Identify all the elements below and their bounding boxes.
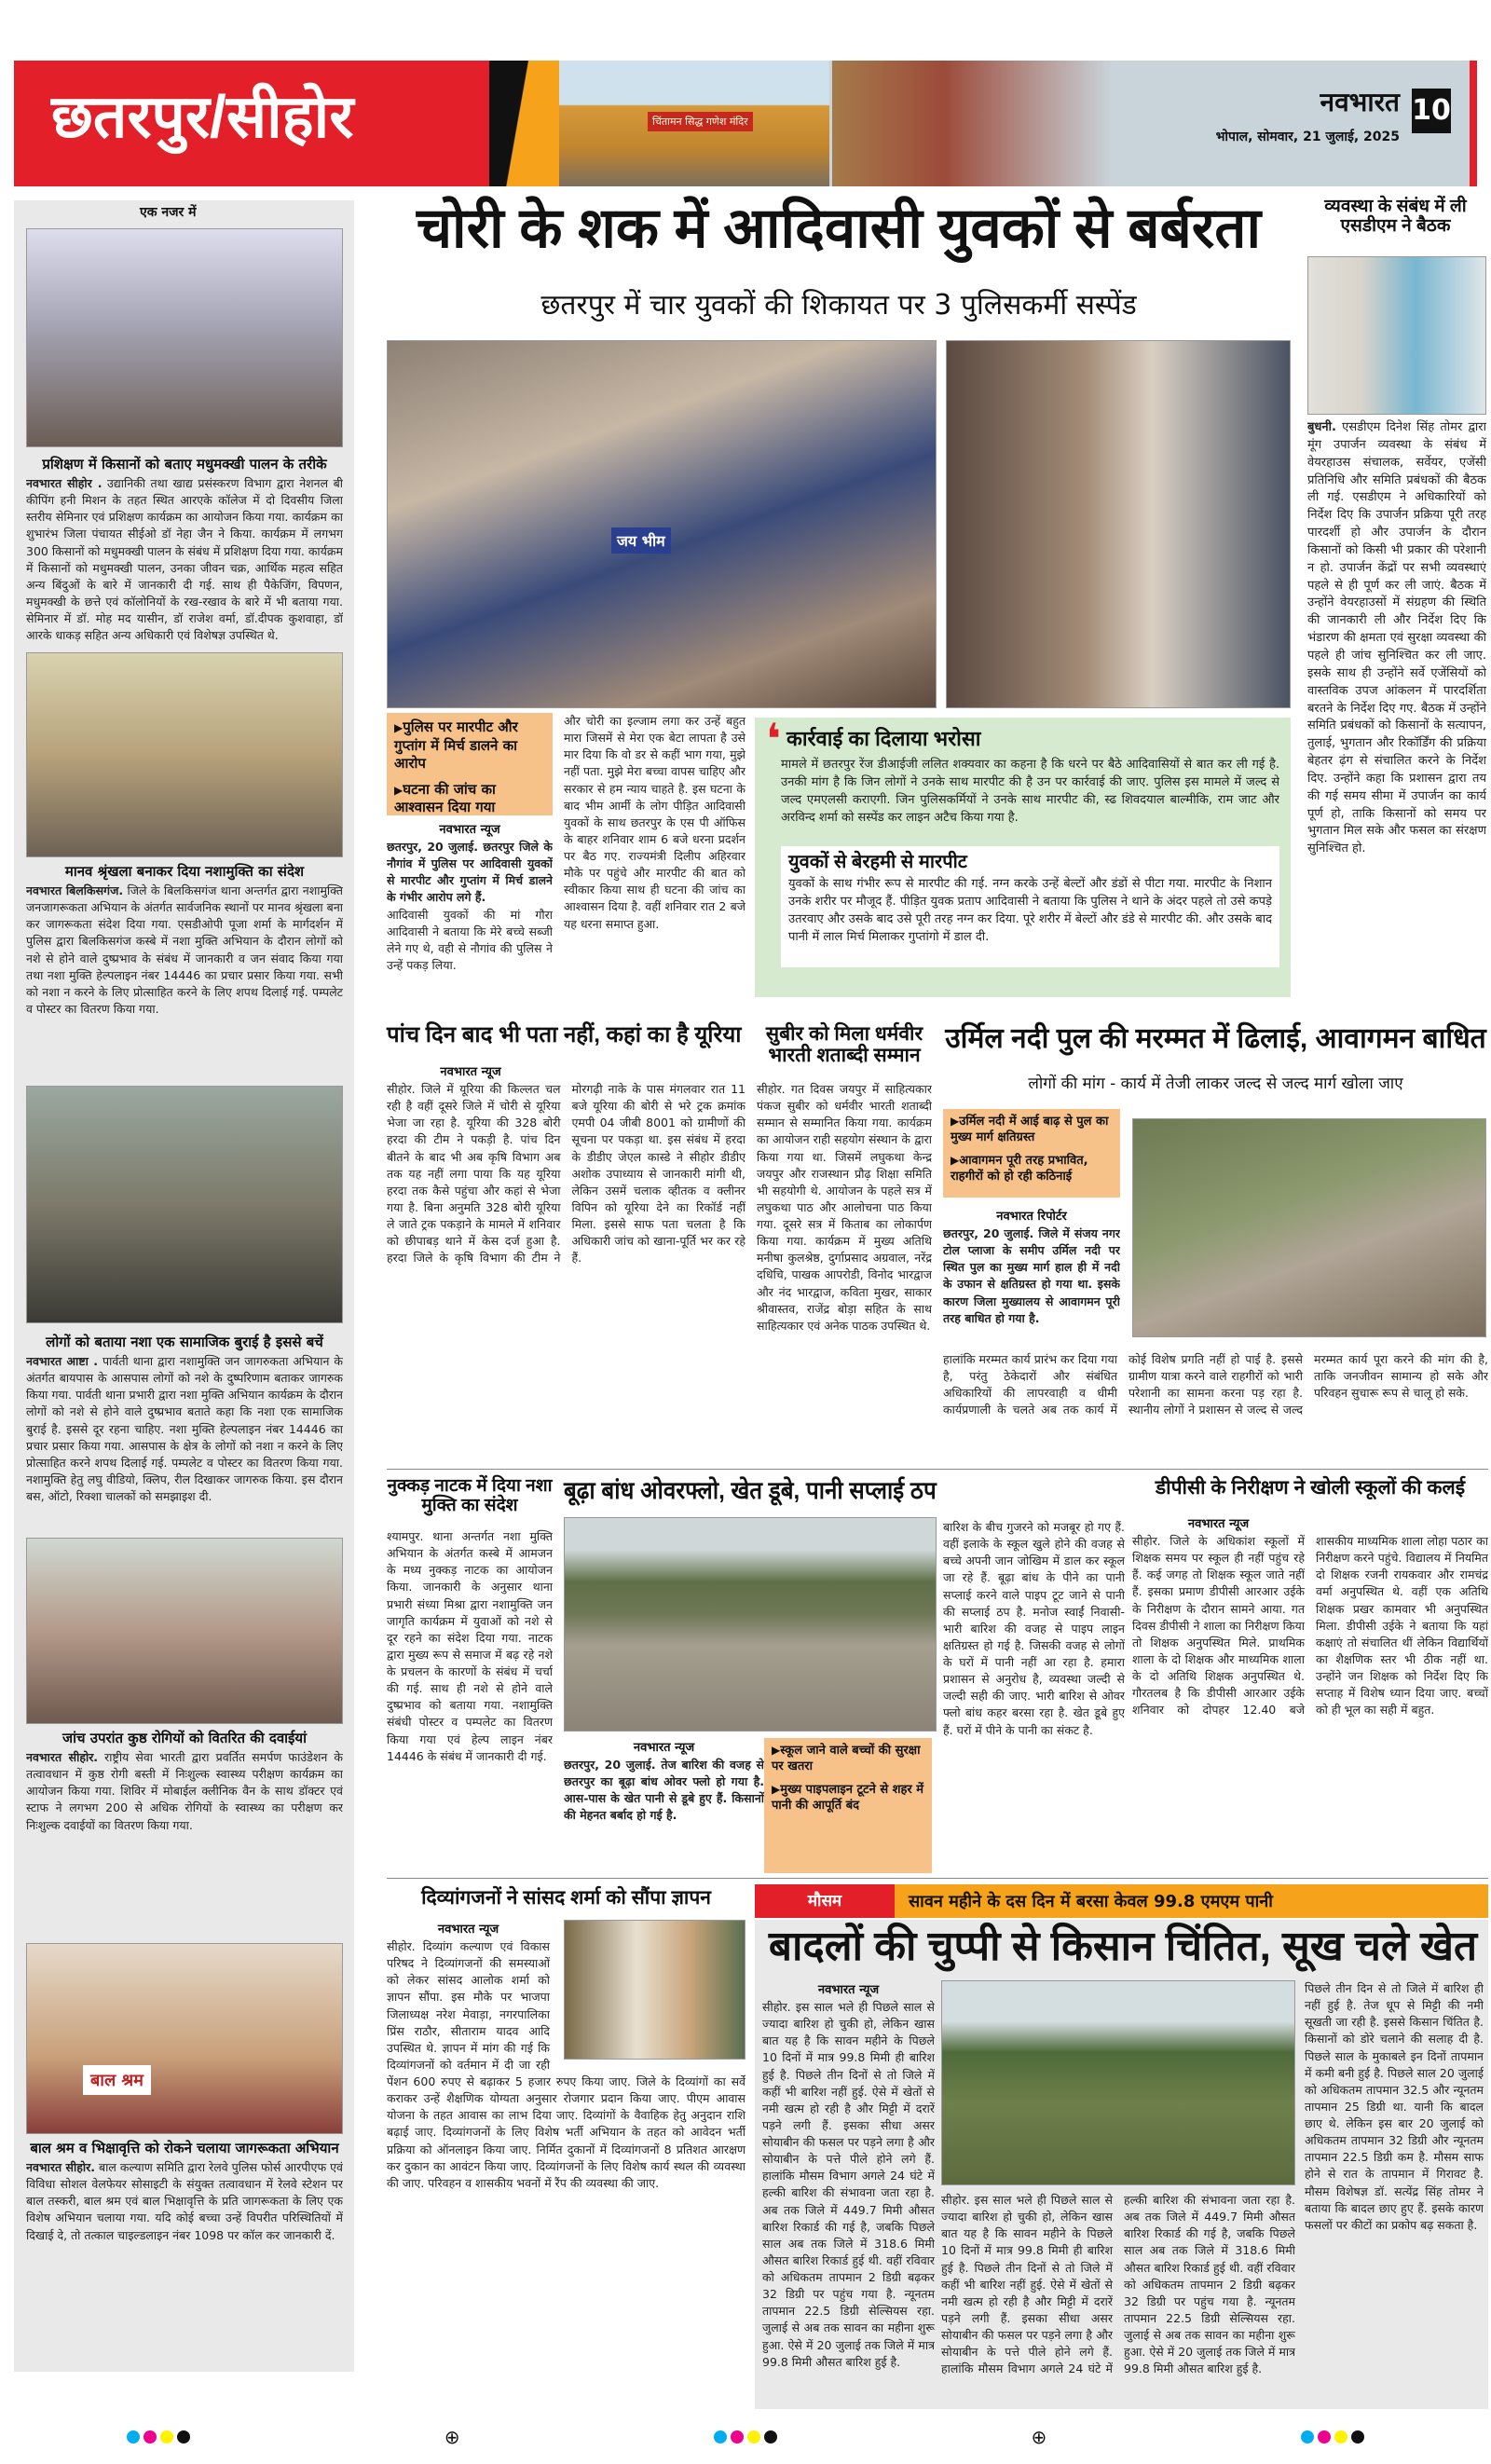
urmil-highlights: ▶ उर्मिल नदी में आई बाढ़ से पुल का मुख्य मार्ग क्षतिग्रस्त ▶ आवागमन पूरी तरह प्रभावित, राहगीरों को हो रही कठिनाई xyxy=(943,1109,1120,1198)
quote-icon: ❛ xyxy=(766,714,781,764)
news-item: बाल श्रम व भिक्षावृत्ति को रोकने चलाया जागरूकता अभियान नवभारत सीहोर. बाल कल्याण समिति द्वारा रेलवे पुलिस फोर्स आरपीएफ एवं विविधा सोशल वेलफेयर सोसाइटी के संयुक्त तत्वावधान में रेलवे स्टेशन पर बाल तस्करी, बाल श्रम एवं बाल भिक्षावृत्ति के प्रति जागरूकता के लिए एक विशेष अभियान चलाया गया. यदि कोई बच्चा उन्हें विपरीत परिस्थितियों में दिखाई दे, तो तत्काल चाइल्डलाइन नंबर 1098 पर कॉल कर जानकारी दें. xyxy=(26,2140,343,2242)
lead-highlights: ▶ पुलिस पर मारपीट और गुप्तांग में मिर्च डालने का आरोप ▶ घटना की जांच का आश्वासन दिया गया xyxy=(387,713,553,815)
masthead xyxy=(14,61,1477,186)
temple-photo xyxy=(559,61,829,186)
banner-text: बाल श्रम xyxy=(83,2065,151,2095)
weather-col1: नवभारत न्यूज सीहोर. इस साल भले ही पिछले साल से ज्यादा बारिश हो चुकी हो, लेकिन खास बात यह है कि सावन महीने के पिछले 10 दिनों में मात्र 99.8 मिमी ही बारिश हुई है. पिछले तीन दिनों से तो जिले में कहीं भी बारिश नहीं हुई. ऐसे में खेतों से नमी खत्म हो रही है और मिट्टी में दरारें पड़ने लगी हैं. इसका सीधा असर सोयाबीन की फसल पर पड़ने लगा है और सोयाबीन के पत्ते पीले होने लगे हैं. हालांकि मौसम विभाग अगले 24 घंटे में हल्की बारिश की संभावना जता रहा है. अब तक जिले में 449.7 मिमी औसत बारिश रिकार्ड की गई है, जबकि पिछले साल अब तक जिले में 318.6 मिमी औसत बारिश रिकार्ड हुई थी. वहीं रविवार को अधिकतम तापमान 2 डिग्री बढ़कर 32 डिग्री पर पहुंच गया है. न्यूनतम तापमान 22.5 डिग्री सेल्सियस रहा. जुलाई से अब तक सावन का महीना शुरू हुआ. ऐसे में 20 जुलाई तक जिले में मात्र 99.8 मिमी औसत बारिश हुई है. xyxy=(762,1983,935,2369)
page-number: 10 xyxy=(1412,89,1451,133)
dpc-headline: डीपीसी के निरीक्षण ने खोली स्कूलों की कलई xyxy=(1155,1477,1466,1499)
nukkad-text: श्यामपुर. थाना अन्तर्गत नशा मुक्ति अभियान के अंतर्गत कस्बे में आमजन के मध्य नुक्कड़ नाटक का आयोजन किया. जानकारी के अनुसार थाना प्रभारी संध्या मिश्रा द्वारा नशामुक्ति जन जागृति कार्यक्रम में युवाओं को नशे से दूर रहने का संदेश दिया गया. नाटक द्वारा मुख्य रूप से समाज में बढ़ रहे नशे के प्रचलन के कारणों के संबंध में चर्चा की गई. साथ ही नशे से होने वाले दुष्प्रभाव को बताया गया. नशामुक्ति संबंधी पोस्टर व पम्पलेट का वितरण किया गया एवं हेल्प लाइन नंबर 14446 के संबंध में जानकारी दी गई. xyxy=(387,1529,553,1763)
dateline: भोपाल, सोमवार, 21 जुलाई, 2025 xyxy=(1215,130,1400,144)
urmil-headline: उर्मिल नदी पुल की मरम्मत में ढिलाई, आवागमन बाधित xyxy=(945,1023,1486,1054)
weather-kicker-bar xyxy=(755,1884,1488,1918)
urmil-intro: नवभारत रिपोर्टर छतरपुर, 20 जुलाई. जिले में संजय नगर टोल प्लाजा के समीप उर्मिल नदी पर स्थित पुल का मुख्य मार्ग हाल ही में नदी के उफान से क्षतिग्रस्त हो गया था. इसके कारण जिला मुख्यालय से आवागमन पूरी तरह बाधित हो गया है. xyxy=(943,1210,1120,1325)
dam-highlights: ▶ स्कूल जाने वाले बच्चों की सुरक्षा पर खतरा ▶ मुख्य पाइपलाइन टूटने से शहर में पानी की आपूर्ति बंद xyxy=(764,1738,932,1873)
registration-mark-icon: ⊕ xyxy=(1031,2426,1047,2448)
news-item: लोगों को बताया नशा एक सामाजिक बुराई है इससे बचें नवभारत आष्टा . पार्वती थाना द्वारा नशामुक्ति जन जागरुकता अभियान के अंतर्गत बायपास के आसपास लोगों को नशे के दुष्परिणाम बताकर जागरुक किया गया. पार्वती थाना प्रभारी द्वारा नशा मुक्ति अभियान कार्यक्रम के दौरान लोगों को नशे से होने वाले दुष्प्रभाव बताते कहा कि नशा एक सामाजिक बुराई है. इससे दूर रहना चाहिए. नशा मुक्ति हेल्पलाइन नंबर 14446 का प्रचार प्रसार किया गया. आसपास के क्षेत्र के लोगों को नशा न करने के लिए प्रोत्साहित करने शपथ दिलाई गई. पम्पलेट व पोस्टर का वितरण किया गया. नशामुक्ति हेतु लघु वीडियो, क्लिप, रील दिखाकर जागरुक किया. इस दौरान बस, ऑटो, रिक्शा चालकों को समझाइश दी. xyxy=(26,1334,343,1503)
section-title: छतरपुर/सीहोर xyxy=(51,83,354,150)
weather-col-right: पिछले तीन दिन से तो जिले में बारिश ही नहीं हुई है. तेज धूप से मिट्टी की नमी सूखती जा रही है. इससे किसान चिंतित है. किसानों को डोरे चलाने की सलाह दी है. पिछले साल के मुकाबले इन दिनों तापमान में कमी बनी हुई है. पिछले साल 20 जुलाई को अधिकतम तापमान 32.5 और न्यूनतम तापमान 25 डिग्री था. यानी कि बादल छाए थे. लेकिन इस बार 20 जुलाई को अधिकतम तापमान 32 डिग्री और न्यूनतम तापमान 22.5 डिग्री कम है. मौसम साफ होने से रात के तापमान में गिरावट है. मौसम विशेषज्ञ डॉ. सत्येंद्र सिंह तोमर ने बताया कि बादल छाए हुए हैं. इसके कारण फसलों पर कीटों का प्रकोप बढ़ सकता है. xyxy=(1305,1981,1484,2232)
urea-headline: पांच दिन बाद भी पता नहीं, कहां का है यूरिया xyxy=(387,1022,742,1047)
urea-article: नवभारत न्यूज सीहोर. जिले में यूरिया की किल्लत चल रही है वहीं दूसरे जिले में चोरी से यूरिया भेजा जा रहा है. यूरिया की 328 बोरी हरदा की टीम ने पकड़ी है. पांच दिन बीतने के बाद भी अब कृषि विभाग अब तक यह नहीं लगा पाया कि यह यूरिया हरदा तक कैसे पहुंचा और कहां से भेजा गया है. बिना अनुमति 328 बोरी यूरिया ले जाते ट्रक पकड़ाने के मामले में शनिवार को छीपाबड़ थाने में केस दर्ज हुआ है. हरदा जिले के कृषि विभाग की टीम ने मोरगढ़ी नाके के पास मंगलवार रात 11 बजे यूरिया की बोरी से भरे ट्रक क्रमांक एमपी 04 जीबी 8001 को ग्रामीणों की सूचना पर पकड़ा था. इस संबंध में हरदा के डीडीए जेएल कास्डे ने सीहोर डीडीए अशोक उपाध्याय से जानकारी मांगी थी, लेकिन उसमें चलाक व्हीतक व क्लीनर विपिन को यूरिया देने का रिकॉर्ड नहीं मिला. इससे साफ पता चलता है कि अधिकारी जांच को खाना-पूर्ति भर कर रहे हैं. xyxy=(387,1065,746,1266)
bridge-photo xyxy=(1132,1118,1486,1337)
victim-photo xyxy=(946,340,1291,708)
human-chain-photo xyxy=(26,652,343,857)
paper-name: नवभारत xyxy=(1320,88,1400,116)
child-labour-photo xyxy=(26,1943,343,2134)
nukkad-headline: नुक्कड़ नाटक में दिया नशा मुक्ति का संदेश xyxy=(387,1476,553,1515)
weather-below-photo: सीहोर. इस साल भले ही पिछले साल से ज्यादा बारिश हो चुकी हो, लेकिन खास बात यह है कि सावन महीने के पिछले 10 दिनों में मात्र 99.8 मिमी ही बारिश हुई है. पिछले तीन दिनों से तो जिले में कहीं भी बारिश नहीं हुई. ऐसे में खेतों से नमी खत्म हो रही है और मिट्टी में दरारें पड़ने लगी हैं. इसका सीधा असर सोयाबीन की फसल पर पड़ने लगा है और सोयाबीन के पत्ते पीले होने लगे हैं. हालांकि मौसम विभाग अगले 24 घंटे में हल्की बारिश की संभावना जता रहा है. अब तक जिले में 449.7 मिमी औसत बारिश रिकार्ड की गई है, जबकि पिछले साल अब तक जिले में 318.6 मिमी औसत बारिश रिकार्ड हुई थी. वहीं रविवार को अधिकतम तापमान 2 डिग्री बढ़कर 32 डिग्री पर पहुंच गया है. न्यूनतम तापमान 22.5 डिग्री सेल्सियस रहा. जुलाई से अब तक सावन का महीना शुरू हुआ. ऐसे में 20 जुलाई तक जिले में मात्र 99.8 मिमी औसत बारिश हुई है. xyxy=(941,2193,1295,2376)
divyang-photo-slot xyxy=(559,1920,746,2067)
weather-kicker: सावन महीने के दस दिन में बरसा केवल 99.8 एमएम पानी xyxy=(909,1892,1273,1911)
crowd-photo xyxy=(832,61,1112,186)
dam-text-col: बारिश के बीच गुजरने को मजबूर हो गए हैं. वहीं इलाके के स्कूल खुले होने की वजह से बच्चे अपनी जान जोखिम में डाल कर स्कूल जा रहे हैं. बूढ़ा बांध के पीने का पानी सप्लाई करने वाले पाइप टूट जाने से पानी की सप्लाई ठप है. मनोज स्वाईं निवासी- भारी बारिश की वजह से पाइप लाइन क्षतिग्रस्त हो गई है. जिसकी वजह से लोगों के घरों में पानी नहीं आ रहा है. हमारा प्रशासन से अनुरोध है, व्यवस्था जल्दी से जल्दी सही की जाए. भारी बारिश से ओवर फ्लो बांध कहर बरसा रहा है. खेत डूबे हुए हैं. घरों में पीने के पानी का संकट है. xyxy=(943,1520,1125,1737)
weather-tag: मौसम xyxy=(755,1884,895,1918)
sdm-headline: व्यवस्था के संबंध में ली एसडीएम ने बैठक xyxy=(1324,197,1467,236)
lead-headline: चोरी के शक में आदिवासी युवकों से बर्बरता xyxy=(416,197,1262,259)
dpc-article: नवभारत न्यूज सीहोर. जिले के अधिकांश स्कूलों में शिक्षक समय पर स्कूल ही नहीं पहुंच रहे हैं. कई जगह तो शिक्षक स्कूल जाते नहीं हैं. इसका प्रमाण डीपीसी आरआर उईके के निरीक्षण के दौरान सामने आया. गत दिवस डीपीसी ने शाला का निरीक्षण किया तो शिक्षक अनुपस्थित मिले. प्राथमिक शाला के दो शिक्षक और माध्यमिक शाला के दो अतिथि शिक्षक अनुपस्थित थे. गौरतलब है कि डीपीसी आरआर उईके शनिवार को दोपहर 12.40 बजे शासकीय माध्यमिक शाला लोहा पठार का निरीक्षण करने पहुंचे. विद्यालय में नियमित दो शिक्षक रजनी रायकवार और रामचंद्र वर्मा अनुपस्थित थे. वहीं एक अतिथि शिक्षक प्रखर कामवार भी अनुपस्थित मिला. डीपीसी उईके ने बताया कि यहां कक्षाएं तो संचालित थीं लेकिन विद्यार्थियों का शैक्षणिक स्तर भी ठीक नहीं था. उन्होंने जन शिक्षक को निर्देश दिए कि सप्ताह में विशेष ध्यान दिया जाए. बच्चों को ही भूल का सही में बहुत. xyxy=(1132,1517,1488,1718)
subir-text: सीहोर. गत दिवस जयपुर में साहित्यकार पंकज सुबीर को धर्मवीर भारती शताब्दी सम्मान से सम्मानित किया गया. कार्यक्रम का आयोजन राही सहयोग संस्थान के द्वारा किया गया था. जिसमें लघुकथा केन्द्र जयपुर और राजस्थान प्रौढ़ शिक्षा समिति भी सहयोगी थे. आयोजन के पहले सत्र में लघुकथा पाठ और आलोचना पाठ किया गया. दूसरे सत्र में किताब का लोकार्पण किया गया. कार्यक्रम में मुख्य अतिथि मनीषा कुलश्रेष्ठ, दुर्गाप्रसाद अग्रवाल, नरेंद्र दधिचि, पाखक आपरोडी, विनोद भारद्वाज और नंद भारद्वाज, कविता मुखर, साकार श्रीवास्तव, राजेंद्र बोड़ा सहित के साथ साहित्यकार एवं अनेक पाठक उपस्थित थे. xyxy=(757,1082,932,1333)
weather-headline: बादलों की चुप्पी से किसान चिंतित, सूख चले खेत xyxy=(768,1923,1478,1969)
registration-mark-icon: ⊕ xyxy=(444,2426,460,2448)
dam-headline: बूढ़ा बांध ओवरफ्लो, खेत डूबे, पानी सप्लाई ठप xyxy=(564,1476,937,1504)
beekeeping-photo xyxy=(26,228,343,447)
urmil-subhead: लोगों की मांग - कार्य में तेजी लाकर जल्द से जल्द मार्ग खोला जाए xyxy=(1028,1075,1403,1093)
meeting-photo xyxy=(1307,256,1486,415)
scarf-text: जय भीम xyxy=(611,527,671,554)
divyang-article: नवभारत न्यूज सीहोर. दिव्यांग कल्याण एवं विकास परिषद ने दिव्यांगजनों की समस्याओं को लेकर सांसद आलोक शर्मा को ज्ञापन सौंपा. इस मौके पर भाजपा जिलाध्यक्ष नरेश मेवाड़ा, नगरपालिका प्रिंस राठौर, सीताराम यादव आदि उपस्थित थे. ज्ञापन में मांग की गई कि दिव्यांगजनों को वर्तमान में दी जा रही पेंशन 600 रुपए से बढ़ाकर 5 हजार रुपए किया जाए. जिले के दिव्यांगों का सर्वे कराकर उन्हें शैक्षणिक योग्यता अनुसार रोजगार प्रदान किया जाए. पीएम आवास योजना के तहत आवास का लाभ दिया जाए. दिव्यांगों के वैवाहिक हेतु अनुदान राशि बढ़ाई जाए. दिव्यांगजनों के लिए विशेष भर्ती अभियान के तहत को आवेदन भर्ती प्रक्रिया को ऑनलाइन किया जाए. निर्मित दुकानों में दिव्यांगजनों 8 प्रतिशत आरक्षण कर दुकान का आवंटन किया जाए. दिव्यांगजनों के लिए विशेष कार्य स्थल की व्यवस्था की जाए. परिवहन व शासकीय भवनों में रैंप की व्यवस्था की जाए. xyxy=(387,1920,746,2404)
dam-intro: नवभारत न्यूज छतरपुर, 20 जुलाई. तेज बारिश की वजह से छतरपुर का बूढ़ा बांध ओवर फ्लो हो गया है. आस-पास के खेत पानी से डूबे हुए हैं. किसानों की मेहनत बर्बाद हो गई है. xyxy=(564,1741,764,1823)
field-photo xyxy=(941,1980,1295,2185)
divyang-photo xyxy=(564,1920,746,2060)
health-camp-photo xyxy=(26,1538,343,1724)
print-color-strip xyxy=(0,2423,1491,2451)
lead-text-col2: और चोरी का इल्जाम लगा कर उन्हें बहुत मारा जिसमें से मेरा एक बेटा लापता है उसे मार दिया कि वो डर से कहीं भाग गया, मुझे नहीं पता. मुझे मेरा बच्चा वापस चाहिए और सरकार से हम न्याय चाहते है. इस घटना के बाद भीम आर्मी के लोग पीड़ित आदिवासी युवकों के साथ छतरपुर के एस पी ऑफिस के बाहर शनिवार शाम 6 बजे धरना प्रदर्शन पर बैठ गए. राज्यमंत्री दिलीप अहिरवार मौके पर पहुंचे और मारपीट की बात को स्वीकार किया साथ ही घटना की जांच का आश्वासन दिया है. वहीं शनिवार रात 2 बजे यह धरना समाप्त हुआ. xyxy=(564,714,746,931)
action-box: ❛ कार्रवाई का दिलाया भरोसा मामले में छतरपुर रेंज डीआईजी ललित शक्यवार का कहना है कि धरने पर बैठे आदिवासियों से बात कर ली गई है. उनकी मांग है कि जिन लोगों ने उनके साथ मारपीट की है उन पर कार्रवाई की जाए. पुलिस इस मामले में जल्द से जल्द एमएलसी कराएगी. जिन पुलिसकर्मियों ने उनके साथ मारपीट की, स्ढ शिवदयाल बाल्मीकि, राम जाट और अरविन्द शर्मा को सस्पेंड कर लाइन अटैच किया गया है. युवकों से बेरहमी से मारपीट युवकों के साथ गंभीर रूप से मारपीट की गई. नग्न करके उन्हें बेल्टों और डंडों से पीटा गया. मारपीट के निशान उनके शरीर पर मौजूद हैं. पीड़ित युवक प्रताप आदिवासी ने बताया कि पुलिस ने थाने के अंदर पहले तो उसे कपड़े उतरवाए और उसके बाद उसे पूरी तरह नग्न कर दिया. पूरे शरीर में बेल्टों और डंडे से मारपीट की. और उसके बाद पानी में लाल मिर्च मिलाकर गुप्तांगो में डाल दी. xyxy=(755,718,1291,997)
dam-photo xyxy=(564,1517,937,1732)
news-item: प्रशिक्षण में किसानों को बताए मधुमक्खी पालन के तरीके नवभारत सीहोर . उद्यानिकी तथा खाद्य प्रसंस्करण विभाग द्वारा नेशनल बी कीपिंग हनी मिशन के तहत स्थित आरएके कॉलेज में दो दिवसीय जिला स्तरीय सेमिनार एवं प्रशिक्षण कार्यक्रम का आयोजन किया गया. कार्यक्रम का शुभारंभ जिला पंचायत सीईओ डॉ नेहा जैन ने किया. कार्यक्रम में लगभग 300 किसानों को मधुमक्खी पालन के संबंध में प्रशिक्षण दिया गया. कार्यक्रम में किसानों को मधुमक्खी पालन, उनका जीवन चक्र, आर्थिक महत्व सहित अन्य बिंदुओं के बारे में जानकारी दी गई. साथ ही पैकेजिंग, विपणन, मधुमक्खी के छत्ते एवं कॉलोनियों के रख-रखाव के बारे में भी बताया गया. सेमिनार में डॉ. मोह मद यासीन, डॉ राजेश वर्मा, डॉ.दीपक कुशवाहा, डॉ आरके धाकड़ सहित अन्य अधिकारी एवं विशेषज्ञ उपस्थित थे. xyxy=(26,456,343,643)
lead-subhead: छतरपुर में चार युवकों की शिकायत पर 3 पुलिसकर्मी सस्पेंड xyxy=(540,289,1137,322)
police-awareness-photo xyxy=(26,1086,343,1323)
protest-photo xyxy=(387,340,937,708)
lead-text-col1: नवभारत न्यूज छतरपुर, 20 जुलाई. छतरपुर जिले के नौगांव में पुलिस पर आदिवासी युवकों से मारपीट और गुप्तांग में मिर्च डालने के गंभीर आरोप लगे हैं. आदिवासी युवकों की मां गौरा आदिवासी ने बताया कि मेरे बच्चे सब्जी लेने गए थे, वही से नौगांव की पुलिस ने उन्हें पकड़ लिया. xyxy=(387,823,553,972)
urmil-text: हालांकि मरम्मत कार्य प्रारंभ कर दिया गया है, परंतु ठेकेदारों और संबंधित अधिकारियों की लापरवाही व धीमी कार्यप्रणाली के चलते अब तक कार्य में कोई विशेष प्रगति नहीं हो पाई है. इससे ग्रामीण यात्रा करने वाले राहगीरों को भारी परेशानी का सामना करना पड़ रहा है. स्थानीय लोगों ने प्रशासन से जल्द से जल्द मरम्मत कार्य पूरा करने की मांग की है, ताकि जनजीवन सामान्य हो सके और परिवहन सुचारू रूप से चालू हो सके. xyxy=(943,1352,1488,1417)
news-item: मानव श्रृंखला बनाकर दिया नशामुक्ति का संदेश नवभारत बिलकिसगंज. जिले के बिलकिसगंज थाना अन्तर्गत द्वारा नशामुक्ति जनजागरूकता अभियान के अंतर्गत सार्वजनिक स्थानों पर मानव श्रृंखला बना कर जागरूकता संदेश दिया गया. एसडीओपी पूजा शर्मा के मार्गदर्शन में पुलिस द्वारा बिलकिसगंज कस्बे में नशा मुक्ति अभियान के दौरान लोगों को नशे से होने वाले दुष्प्रभाव के संबंध में जानकारी व जन संवाद किया गया तथा नशा मुक्ति हेल्पलाइन नंबर 14446 का प्रचार प्रसार किया गया. सभी को नशा न करने के लिए प्रोत्साहित करने के लिए शपथ दिलाई गई. पम्पलेट व पोस्टर का वितरण किया गया. xyxy=(26,863,343,1016)
temple-sign: चिंतामन सिद्ध गणेश मंदिर xyxy=(648,112,753,131)
news-item: जांच उपरांत कुष्ठ रोगियों को वितरित की दवाईयां नवभारत सीहोर. राष्ट्रीय सेवा भारती द्वारा प्रवर्तित समर्पण फाउंडेशन के तत्वावधान में कुष्ठ रोगी बस्ती में निःशुल्क स्वास्थ्य परीक्षण कार्यक्रम का आयोजन किया गया. शिविर में मोबाईल क्लीनिक वैन के साथ डॉक्टर एवं स्टाफ ने लगभग 200 से अधिक रोगियों के स्वास्थ्य का परीक्षण कर निःशुल्क दवाईयों का वितरण किया गया. xyxy=(26,1730,343,1832)
divyang-headline: दिव्यांगजनों ने सांसद शर्मा को सौंपा ज्ञापन xyxy=(421,1887,711,1909)
at-a-glance-label: एक नजर में xyxy=(140,205,197,220)
sdm-text: बुधनी. एसडीएम दिनेश सिंह तोमर द्वारा मूंग उपार्जन व्यवस्था के संबंध में वेयरहाउस संचालक, सर्वेयर, एजेंसी प्रतिनिधि और समिति प्रबंधकों की बैठक ली गई. एसडीएम ने अधिकारियों को निर्देश दिए कि उपार्जन प्रक्रिया पूरी तरह पारदर्शी हो और उपार्जन के दौरान किसानों को किसी भी प्रकार की परेशानी न हो. उपार्जन केंद्रों पर सभी व्यवस्थाएं पहले से ही पूर्ण कर ली जाएं. बैठक में उन्होंने वेयरहाउसों में संग्रहण की स्थिति की जानकारी ली और निर्देश दिए कि भंडारण की क्षमता एवं सुरक्षा व्यवस्था की पहले ही जांच सुनिश्चित कर ली जाए. इसके साथ ही उन्होंने सर्वे एजेंसियों को वास्तविक उपज आंकलन में पारदर्शिता बरतने के निर्देश दिए गए. बैठक में उन्होंने समिति प्रबंधकों को किसानों के सत्यापन, तुलाई, भुगतान और रिकॉर्डिंग की प्रक्रिया बेहतर ढ़ंग से संचालित करने के निर्देश दिए. उन्होंने कहा कि प्रशासन द्वारा तय की गई समय सीमा में उपार्जन का कार्य पूर्ण हो, ताकि किसानों को समय पर भुगतान मिल सके और फसल का संरक्षण सुनिश्चित हो. xyxy=(1307,420,1486,856)
subir-headline: सुबीर को मिला धर्मवीर भारती शताब्दी सम्मान xyxy=(765,1023,923,1067)
